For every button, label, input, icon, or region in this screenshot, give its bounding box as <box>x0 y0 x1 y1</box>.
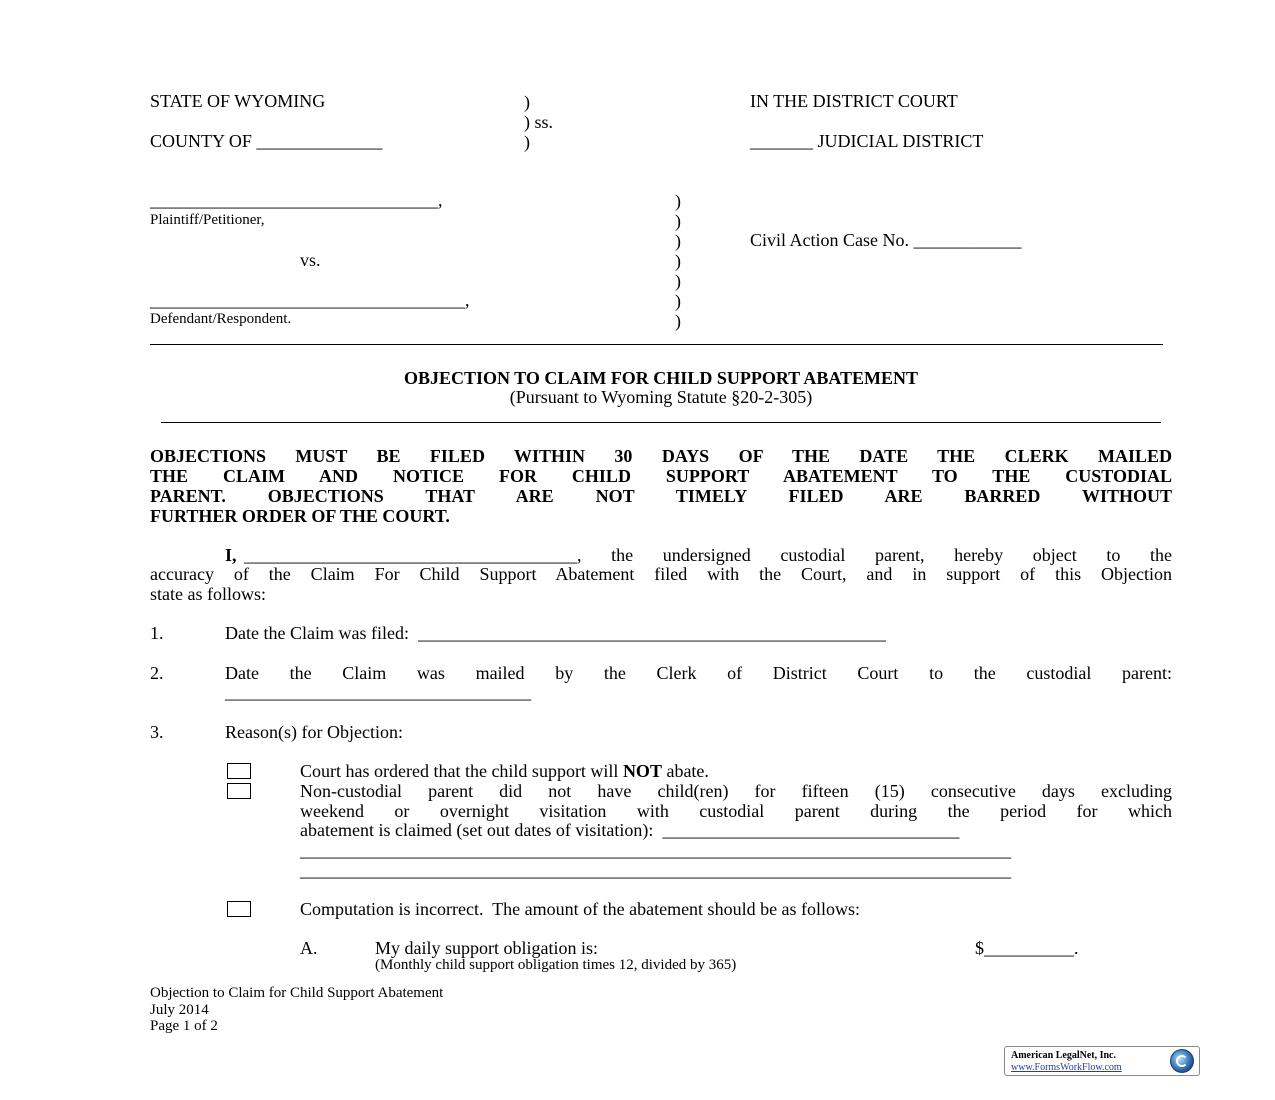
reason-visitation-line: Non-custodial parent did not have child(ren) for fifteen (15) consecutive days excluding <box>300 781 1172 801</box>
american-legalnet-logo <box>1004 1046 1200 1076</box>
visitation-dates-line: _______________________________________________________________________________ <box>300 840 1011 860</box>
footer-page-number: Page 1 of 2 <box>150 1018 218 1034</box>
item-number: 3. <box>150 722 164 742</box>
party-paren: ) <box>675 311 681 331</box>
reasons-heading: Reason(s) for Objection: <box>225 722 403 742</box>
party-paren: ) <box>675 211 681 231</box>
party-paren: ) <box>675 231 681 251</box>
vs-label: vs. <box>300 250 321 270</box>
caption-paren-ss: ) ss. <box>524 112 554 132</box>
plaintiff-name-line: ________________________________, <box>150 190 443 210</box>
claim-mailed-date-line: __________________________________ <box>225 682 531 702</box>
intro-line: accuracy of the Claim For Child Support Abatement filed with the Court, and in support of this Objection <box>150 564 1172 584</box>
party-paren: ) <box>675 271 681 291</box>
warning-line: THE CLAIM AND NOTICE FOR CHILD SUPPORT ABATEMENT TO THE CUSTODIAL <box>150 466 1172 486</box>
statute-subtitle: (Pursuant to Wyoming Statute §20-2-305) <box>509 387 813 407</box>
daily-obligation-label: My daily support obligation is: <box>375 938 598 958</box>
judicial-district-label: _______ JUDICIAL DISTRICT <box>750 131 984 151</box>
defendant-label: Defendant/Respondent. <box>150 311 292 327</box>
reason-court-order <box>300 761 709 781</box>
party-paren: ) <box>675 251 681 271</box>
caption-divider <box>150 344 1163 345</box>
warning-line: FURTHER ORDER OF THE COURT. <box>150 506 450 526</box>
reason-visitation-line: weekend or overnight visitation with custodial parent during the period for which <box>300 801 1172 821</box>
visitation-checkbox[interactable] <box>227 783 251 799</box>
reason-court-order-text: Court has ordered that the child support will <box>300 761 623 781</box>
intro-line: state as follows: <box>150 584 266 604</box>
claim-mailed-date-label: Date the Claim was mailed by the Clerk of District Court to the custodial parent: <box>225 663 1172 683</box>
defendant-name-line: ___________________________________, <box>150 290 470 310</box>
intro-i-label: I, <box>225 545 237 565</box>
footer-form-name: Objection to Claim for Child Support Abatement <box>150 985 444 1001</box>
globe-icon <box>1170 1049 1194 1073</box>
claim-filed-date-line: Date the Claim was filed: ____________________________________________________ <box>225 623 886 643</box>
sub-item-letter: A. <box>300 938 318 958</box>
title-divider <box>161 422 1161 423</box>
caption-paren: ) <box>524 132 530 152</box>
reason-visitation-line: abatement is claimed (set out dates of visitation): _________________________________ <box>300 820 960 840</box>
warning-line: PARENT. OBJECTIONS THAT ARE NOT TIMELY FILED ARE BARRED WITHOUT <box>150 486 1172 506</box>
visitation-dates-line: _______________________________________________________________________________ <box>300 860 1011 880</box>
daily-obligation-amount-line: $__________. <box>975 938 1079 958</box>
party-paren: ) <box>675 191 681 211</box>
warning-line: OBJECTIONS MUST BE FILED WITHIN 30 DAYS OF THE DATE THE CLERK MAILED <box>150 446 1172 466</box>
footer-date: July 2014 <box>150 1002 209 1018</box>
reason-not-emphasis: NOT <box>622 761 662 781</box>
item-number: 2. <box>150 663 164 683</box>
case-number-label: Civil Action Case No. ____________ <box>750 230 1022 250</box>
reason-court-order-text-end: abate. <box>661 761 709 781</box>
document-title: OBJECTION TO CLAIM FOR CHILD SUPPORT ABATEMENT <box>403 368 919 388</box>
party-paren: ) <box>675 291 681 311</box>
reason-computation: Computation is incorrect. The amount of the abatement should be as follows: <box>300 899 861 919</box>
logo-company-name: American LegalNet, Inc. <box>1011 1050 1116 1061</box>
court-order-checkbox[interactable] <box>227 763 251 779</box>
item-number: 1. <box>150 623 164 643</box>
court-label: IN THE DISTRICT COURT <box>750 91 958 111</box>
daily-obligation-note: (Monthly child support obligation times 12, divided by 365) <box>375 957 737 973</box>
computation-checkbox[interactable] <box>227 901 251 917</box>
state-label: STATE OF WYOMING <box>150 91 326 111</box>
county-label: COUNTY OF ______________ <box>150 131 383 151</box>
logo-url-link[interactable]: www.FormsWorkFlow.com <box>1011 1062 1122 1073</box>
caption-paren: ) <box>524 92 530 112</box>
intro-line: _____________________________________, the undersigned custodial parent, hereby object to the <box>244 545 1172 565</box>
plaintiff-label: Plaintiff/Petitioner, <box>150 212 265 228</box>
